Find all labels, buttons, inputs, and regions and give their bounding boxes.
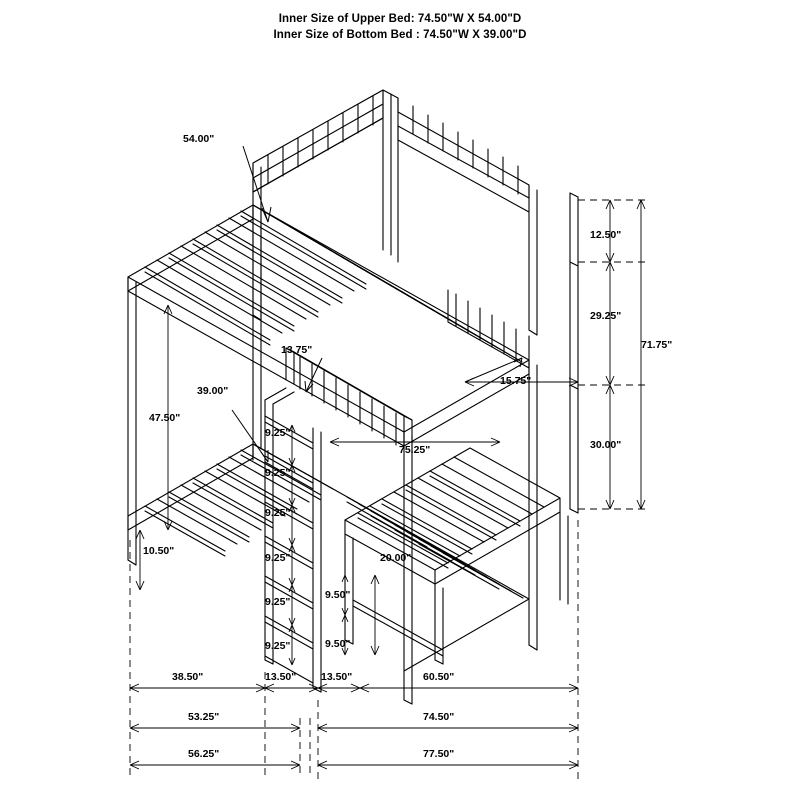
- dim-bottom-row3-left: 56.25": [188, 748, 220, 760]
- dim-bottom-row2-right: 74.50": [423, 711, 455, 723]
- dim-desk-top-height: 20.00": [380, 552, 412, 564]
- dim-ladder-offset: 13.75": [281, 344, 313, 356]
- dim-lower-bed-depth: 39.00": [197, 385, 229, 397]
- dim-rung-5: 9.25": [265, 596, 291, 608]
- dim-bottom-mid: 13.50": [321, 671, 353, 683]
- dim-bottom-right-a: 60.50": [423, 671, 455, 683]
- dim-left-upper-height: 47.50": [149, 412, 181, 424]
- dim-upper-bed-depth: 54.00": [183, 133, 215, 145]
- dim-desk-height-a: 9.50": [325, 589, 351, 601]
- dim-right-lower-clear: 30.00": [590, 439, 622, 451]
- dim-lower-bed-clearance: 10.50": [143, 545, 175, 557]
- dim-desk-height-b: 9.50": [325, 638, 351, 650]
- dim-bottom-row3-right: 77.50": [423, 748, 455, 760]
- dim-bottom-left-a: 38.50": [172, 671, 204, 683]
- dim-rung-2: 9.25": [265, 467, 291, 479]
- dim-rung-6: 9.25": [265, 640, 291, 652]
- dim-rung-1: 9.25": [265, 427, 291, 439]
- header-line-1: Inner Size of Upper Bed: 74.50"W X 54.00"D: [278, 13, 522, 25]
- dim-rung-4: 9.25": [265, 552, 291, 564]
- header-line-2: Inner Size of Bottom Bed : 74.50"W X 39.00"D: [273, 29, 527, 41]
- dim-right-top: 12.50": [590, 229, 622, 241]
- dim-bed-length: 75.25": [399, 444, 431, 456]
- dim-right-total-height: 71.75": [641, 339, 673, 351]
- dim-bottom-left-b: 13.50": [265, 671, 297, 683]
- dim-bottom-row2-left: 53.25": [188, 711, 220, 723]
- dim-right-upper-clear: 29.25": [590, 310, 622, 322]
- dim-desk-depth: 15.75": [500, 375, 532, 387]
- dim-rung-3: 9.25": [265, 507, 291, 519]
